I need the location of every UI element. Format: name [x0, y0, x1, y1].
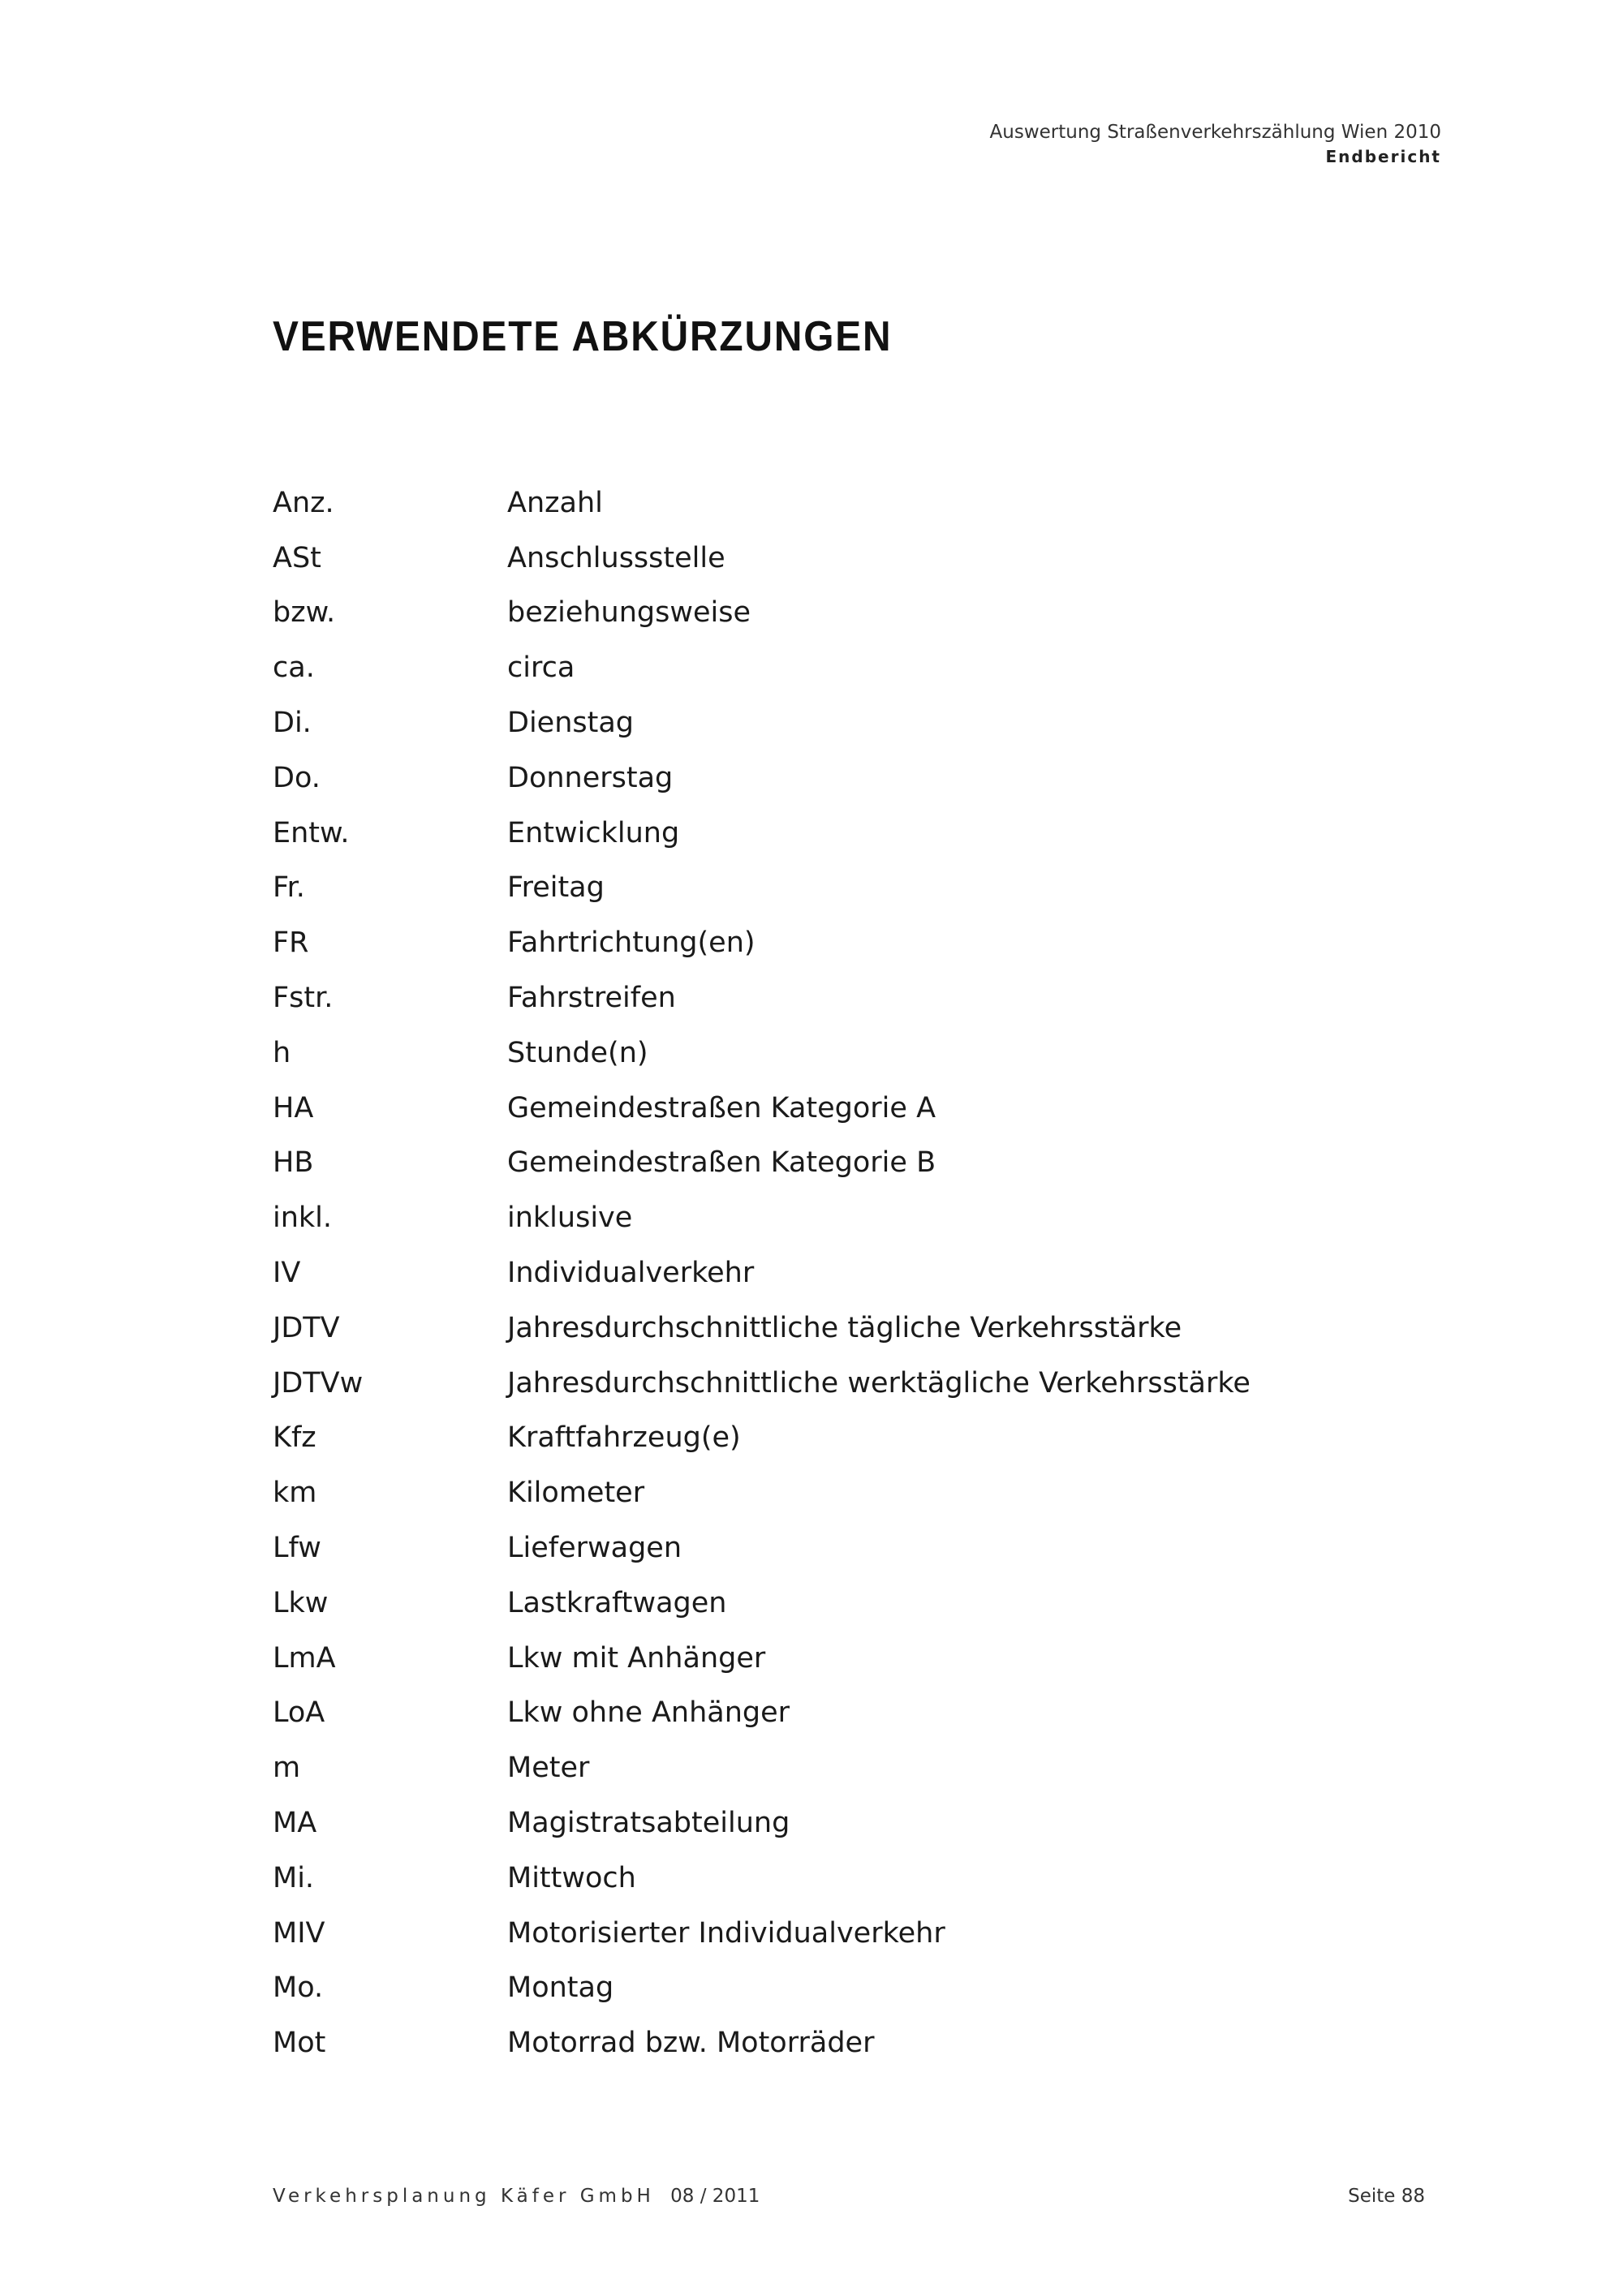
- abbreviation-key: HB: [273, 1146, 314, 1180]
- abbreviation-key: FR: [273, 927, 309, 960]
- abbreviation-meaning: Dienstag: [507, 707, 635, 740]
- abbreviation-meaning: Fahrstreifen: [507, 982, 676, 1015]
- abbreviation-meaning: Kraftfahrzeug(e): [507, 1421, 741, 1455]
- abbreviation-meaning: Mittwoch: [507, 1861, 636, 1894]
- abbreviation-key: bzw.: [273, 596, 336, 630]
- abbreviation-meaning: Lieferwagen: [507, 1532, 682, 1565]
- abbreviation-meaning: Gemeindestraßen Kategorie B: [507, 1146, 936, 1180]
- abbreviation-row: [273, 1686, 1441, 1741]
- footer-date: 08 / 2011: [670, 2186, 760, 2207]
- abbreviation-key: Kfz: [273, 1421, 316, 1455]
- abbreviation-row: [273, 1961, 1441, 2016]
- abbreviation-row: [273, 640, 1441, 695]
- abbreviation-key: Di.: [273, 707, 312, 740]
- abbreviation-meaning: Lastkraftwagen: [507, 1586, 727, 1619]
- abbreviation-meaning: beziehungsweise: [507, 596, 751, 630]
- abbreviation-row: [273, 1906, 1441, 1961]
- abbreviation-row: [273, 1520, 1441, 1576]
- abbreviation-key: Entw.: [273, 816, 350, 849]
- abbreviation-key: Mot: [273, 2027, 326, 2060]
- abbreviation-meaning: Freitag: [507, 871, 605, 905]
- page-title: VERWENDETE ABKÜRZUNGEN: [273, 313, 893, 360]
- abbreviation-meaning: Montag: [507, 1971, 614, 2005]
- abbreviation-meaning: Jahresdurchschnittliche tägliche Verkehrsstärke: [507, 1311, 1182, 1344]
- abbreviation-meaning: circa: [507, 651, 575, 685]
- abbreviation-row: [273, 1136, 1441, 1191]
- abbreviation-key: MIV: [273, 1916, 325, 1950]
- abbreviation-row: [273, 531, 1441, 586]
- abbreviation-meaning: Magistratsabteilung: [507, 1807, 790, 1840]
- abbreviation-key: LoA: [273, 1696, 325, 1730]
- abbreviation-key: Do.: [273, 761, 321, 794]
- abbreviation-row: [273, 586, 1441, 641]
- abbreviation-row: [273, 475, 1441, 531]
- abbreviation-key: h: [273, 1036, 291, 1069]
- abbreviation-meaning: Motorrad bzw. Motorräder: [507, 2027, 875, 2060]
- page-header: [990, 120, 1441, 169]
- abbreviation-row: [273, 970, 1441, 1025]
- abbreviation-key: Lfw: [273, 1532, 321, 1565]
- abbreviation-key: ASt: [273, 541, 321, 574]
- header-title: Auswertung Straßenverkehrszählung Wien 2010: [989, 122, 1441, 143]
- abbreviation-row: [273, 2015, 1441, 2070]
- abbreviation-key: m: [273, 1752, 301, 1785]
- abbreviation-key: inkl.: [273, 1202, 333, 1235]
- abbreviation-meaning: Stunde(n): [507, 1036, 648, 1069]
- abbreviation-meaning: inklusive: [507, 1202, 633, 1235]
- abbreviation-meaning: Entwicklung: [507, 816, 680, 849]
- abbreviation-row: [273, 1795, 1441, 1851]
- abbreviation-meaning: Lkw mit Anhänger: [507, 1641, 766, 1675]
- abbreviation-row: [273, 1301, 1441, 1356]
- abbreviation-key: MA: [273, 1807, 317, 1840]
- abbreviation-key: Lkw: [273, 1586, 329, 1619]
- abbreviation-row: [273, 1465, 1441, 1520]
- abbreviation-meaning: Donnerstag: [507, 761, 674, 794]
- abbreviation-row: [273, 1356, 1441, 1411]
- abbreviation-row: [273, 695, 1441, 750]
- abbreviation-key: HA: [273, 1091, 314, 1124]
- abbreviation-row: [273, 1411, 1441, 1466]
- abbreviation-meaning: Anschlussstelle: [507, 541, 725, 574]
- abbreviation-key: JDTV: [273, 1311, 340, 1344]
- abbreviation-meaning: Fahrtrichtung(en): [507, 927, 756, 960]
- abbreviation-meaning: Motorisierter Individualverkehr: [507, 1916, 945, 1950]
- abbreviation-key: Mo.: [273, 1971, 324, 2005]
- abbreviation-meaning: Individualverkehr: [507, 1257, 755, 1290]
- abbreviation-key: Fstr.: [273, 982, 334, 1015]
- abbreviation-row: [273, 1190, 1441, 1245]
- abbreviation-key: ca.: [273, 651, 315, 685]
- abbreviation-meaning: Gemeindestraßen Kategorie A: [507, 1091, 936, 1124]
- abbreviation-meaning: Meter: [507, 1752, 590, 1785]
- abbreviation-row: [273, 1631, 1441, 1686]
- abbreviation-row: [273, 1740, 1441, 1795]
- abbreviation-key: Mi.: [273, 1861, 315, 1894]
- abbreviation-meaning: Lkw ohne Anhänger: [507, 1696, 790, 1730]
- footer-company: Verkehrsplanung Käfer GmbH: [273, 2186, 655, 2207]
- header-subtitle: Endbericht: [1325, 147, 1441, 166]
- abbreviation-key: IV: [273, 1257, 301, 1290]
- abbreviation-row: [273, 1851, 1441, 1906]
- footer-page-number: Seite 88: [1348, 2186, 1425, 2207]
- footer-left: [273, 2186, 760, 2207]
- abbreviation-row: [273, 806, 1441, 861]
- abbreviation-row: [273, 1576, 1441, 1631]
- abbreviation-key: km: [273, 1477, 317, 1510]
- abbreviation-row: [273, 1081, 1441, 1136]
- abbreviation-key: Anz.: [273, 486, 334, 519]
- abbreviation-meaning: Anzahl: [507, 486, 603, 519]
- abbreviation-meaning: Kilometer: [507, 1477, 645, 1510]
- abbreviation-row: [273, 915, 1441, 970]
- abbreviation-row: [273, 861, 1441, 916]
- abbreviation-list: [273, 475, 1441, 2070]
- abbreviation-key: Fr.: [273, 871, 305, 905]
- abbreviation-key: LmA: [273, 1641, 336, 1675]
- abbreviation-row: [273, 750, 1441, 806]
- abbreviation-key: JDTVw: [273, 1366, 364, 1400]
- abbreviation-meaning: Jahresdurchschnittliche werktägliche Verkehrsstärke: [507, 1366, 1251, 1400]
- abbreviation-row: [273, 1025, 1441, 1081]
- abbreviation-row: [273, 1245, 1441, 1301]
